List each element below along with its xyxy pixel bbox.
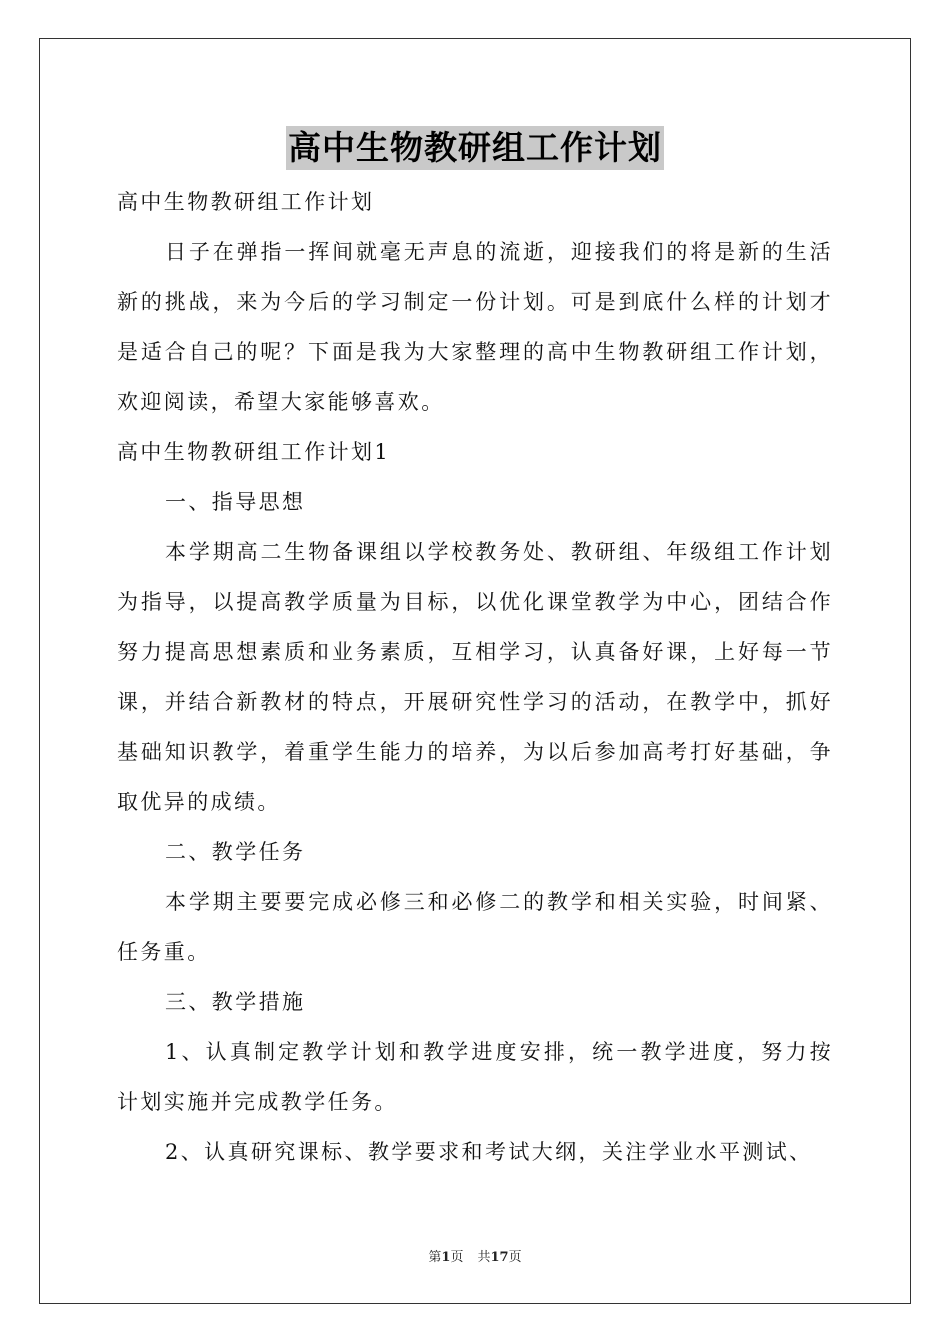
paragraph: 高中生物教研组工作计划 — [117, 190, 375, 214]
document-title: 高中生物教研组工作计划 — [286, 126, 664, 170]
page-suffix: 页 — [450, 1250, 464, 1265]
paragraph: 本学期高二生物备课组以学校教务处、教研组、年级组工作计划为指导，以提高教学质量为目标，以优化课堂教学为中心，团结合作努力提高思想素质和业务素质，互相学习，认真备好课，上好每一节课，并结合新教材的特点，开展研究性学习的活动，在教学中，抓好基础知识教学，着重学生能力的培养，为以后参加高考打好基础，争取优异的成绩。 — [117, 540, 833, 814]
page-total: 17 — [490, 1250, 509, 1265]
title-container — [0, 126, 950, 170]
page-footer — [0, 1246, 950, 1265]
page-prefix: 第 — [428, 1250, 442, 1265]
total-prefix: 共 — [477, 1250, 491, 1265]
paragraph: 1、认真制定教学计划和教学进度安排，统一教学进度，努力按计划实施并完成教学任务。 — [117, 1040, 833, 1114]
total-suffix: 页 — [508, 1250, 522, 1265]
paragraph: 日子在弹指一挥间就毫无声息的流逝，迎接我们的将是新的生活新的挑战，来为今后的学习制定一份计划。可是到底什么样的计划才是适合自己的呢？下面是我为大家整理的高中生物教研组工作计划，欢迎阅读，希望大家能够喜欢。 — [117, 240, 833, 414]
document-body — [117, 177, 833, 1177]
paragraph: 本学期主要要完成必修三和必修二的教学和相关实验，时间紧、任务重。 — [117, 890, 833, 964]
section-heading: 二、教学任务 — [165, 840, 306, 864]
page-current: 1 — [441, 1250, 451, 1265]
section-heading: 三、教学措施 — [165, 990, 306, 1014]
paragraph: 2、认真研究课标、教学要求和考试大纲，关注学业水平测试、 — [165, 1140, 813, 1164]
section-heading: 高中生物教研组工作计划1 — [117, 440, 391, 464]
section-heading: 一、指导思想 — [165, 490, 306, 514]
